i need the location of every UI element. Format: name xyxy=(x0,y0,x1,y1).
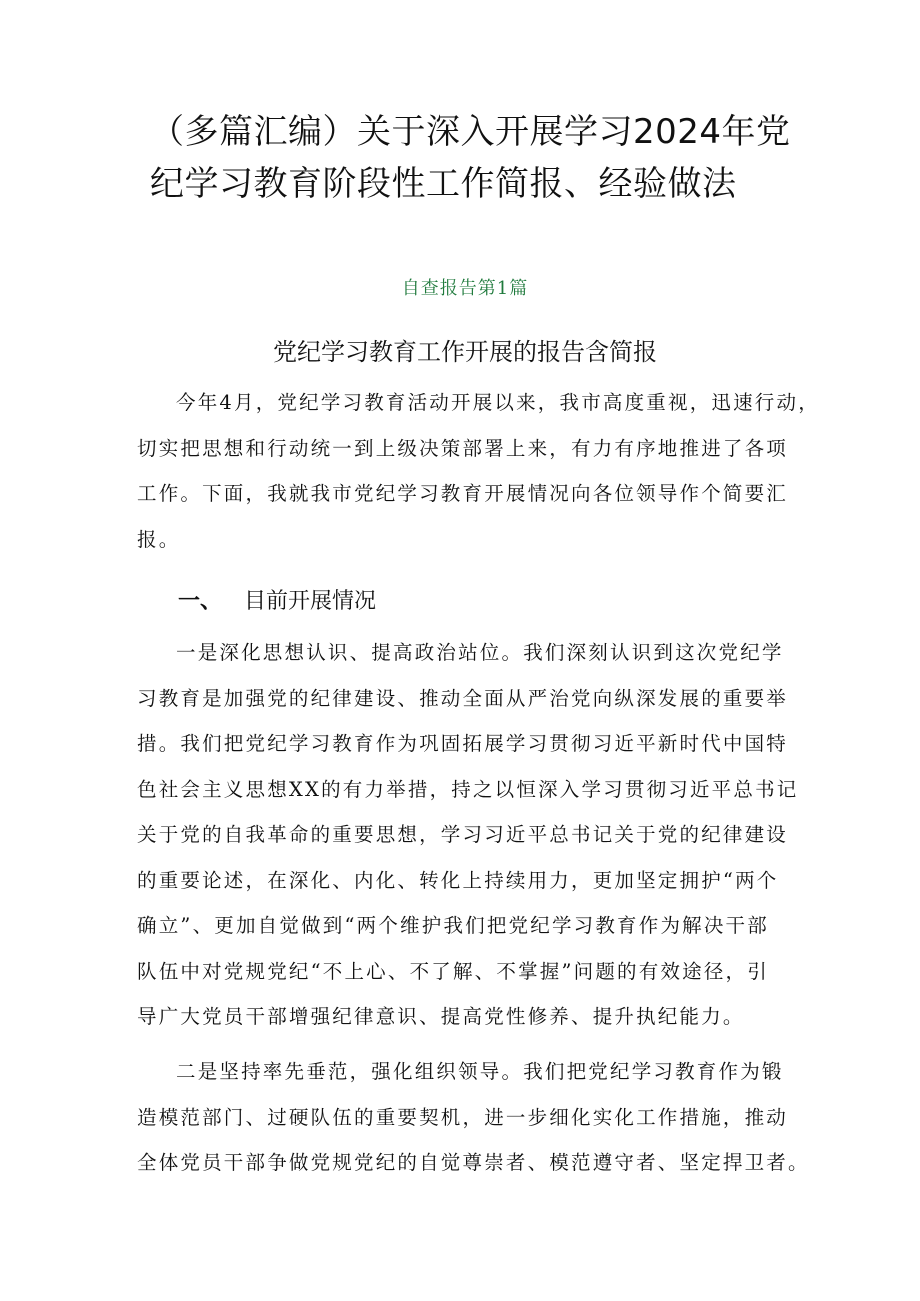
paragraph-line: 一是深化思想认识、提高政治站位。我们深刻认识到这次党纪学 xyxy=(176,641,784,664)
report-title: 党纪学习教育工作开展的报告含简报 xyxy=(273,338,657,366)
paragraph-line: 确立”、更加自觉做到“两个维护我们把党纪学习教育作为解决干部 xyxy=(137,914,769,937)
paragraph-line: 导广大党员干部增强纪律意识、提高党性修养、提升执纪能力。 xyxy=(137,1005,745,1028)
paragraph-line: 措。我们把党纪学习教育作为巩固拓展学习贯彻习近平新时代中国特 xyxy=(137,732,789,755)
section-heading-text: 目前开展情况 xyxy=(244,589,377,614)
document-title-line: （多篇汇编）关于深入开展学习2024年党 xyxy=(150,112,791,152)
document-title-line: 纪学习教育阶段性工作简报、经验做法 xyxy=(150,164,737,204)
paragraph-line: 二是坚持率先垂范，强化组织领导。我们把党纪学习教育作为锻 xyxy=(176,1060,784,1083)
paragraph-line: 工作。下面，我就我市党纪学习教育开展情况向各位领导作个简要汇 xyxy=(137,482,789,505)
paragraph-line: 今年4月，党纪学习教育活动开展以来，我市高度重视，迅速行动， xyxy=(176,391,820,414)
body-paragraph xyxy=(137,630,797,1040)
paragraph-line: 造模范部门、过硬队伍的重要契机，进一步细化实化工作措施，推动 xyxy=(137,1105,789,1129)
paragraph-line: 报。 xyxy=(137,527,181,551)
intro-paragraph xyxy=(137,380,820,562)
section-heading xyxy=(178,584,376,615)
paragraph-line: 习教育是加强党的纪律建设、推动全面从严治党向纵深发展的重要举 xyxy=(137,686,789,710)
document-title xyxy=(150,106,810,210)
paragraph-line: 的重要论述，在深化、内化、转化上持续用力，更加坚定拥护“两个 xyxy=(137,868,779,892)
paragraph-line: 队伍中对党规党纪“不上心、不了解、不掌握”问题的有效途径，引 xyxy=(137,959,769,983)
paragraph-line: 色社会主义思想XX的有力举措，持之以恒深入学习贯彻习近平总书记 xyxy=(137,777,799,801)
paragraph-line: 切实把思想和行动统一到上级决策部署上来，有力有序地推进了各项 xyxy=(137,436,789,460)
paragraph-line: 全体党员干部争做党规党纪的自觉尊崇者、模范遵守者、坚定捍卫者。 xyxy=(137,1151,810,1174)
section-heading-number: 一、 xyxy=(178,589,223,614)
section-label: 自查报告第1篇 xyxy=(401,278,529,299)
body-paragraph xyxy=(137,1049,810,1186)
paragraph-line: 关于党的自我革命的重要思想，学习习近平总书记关于党的纪律建设 xyxy=(137,823,789,846)
